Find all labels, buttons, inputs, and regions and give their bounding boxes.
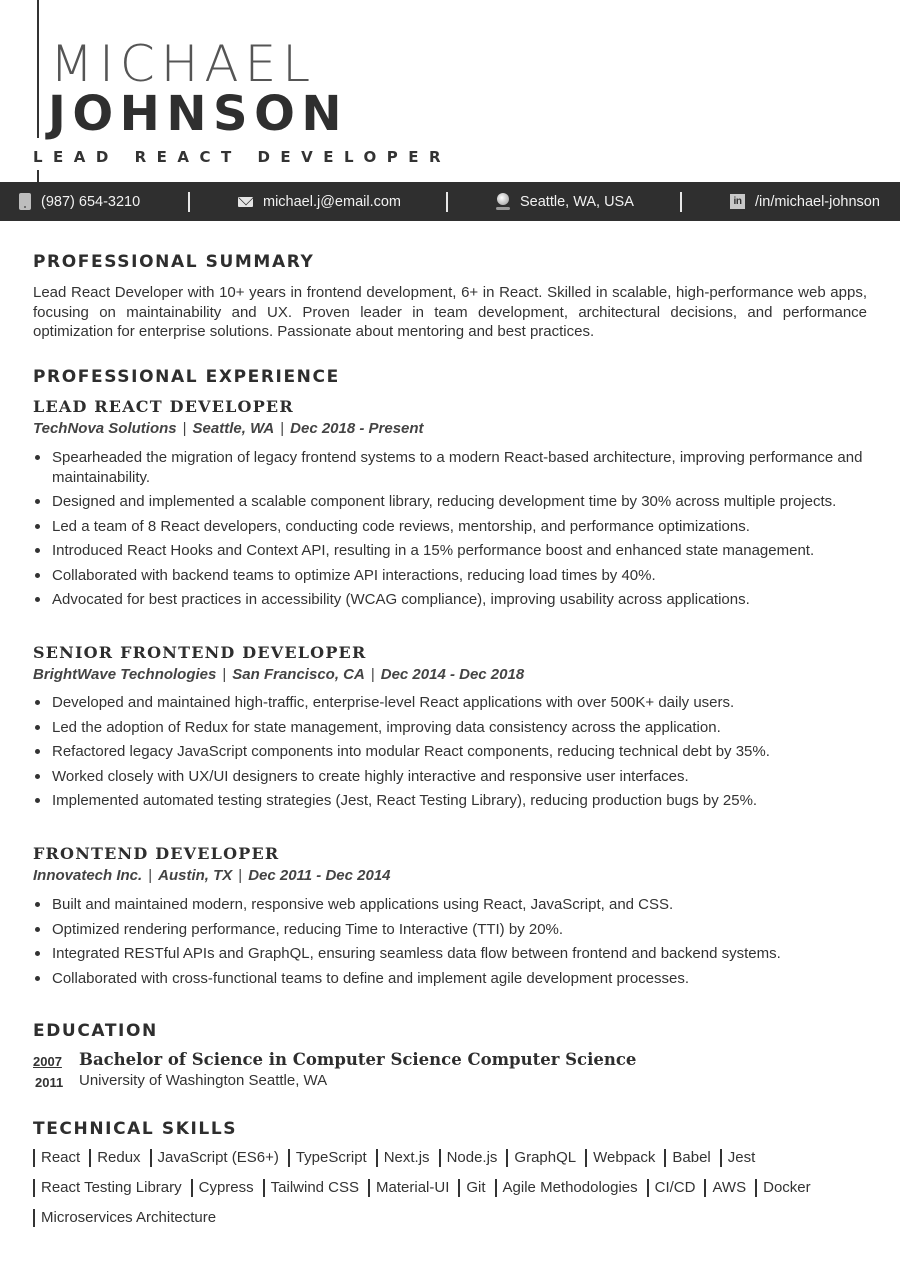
job-company: BrightWave Technologies [33, 666, 217, 683]
bullet-item: Optimized rendering performance, reducing Time to Interactive (TTI) by 20%. [33, 920, 878, 940]
skill-item: TypeScript [288, 1147, 367, 1169]
job-dates: Dec 2011 - Dec 2014 [248, 867, 391, 884]
skill-item: GraphQL [506, 1147, 576, 1169]
experience-heading: PROFESSIONAL EXPERIENCE [33, 367, 340, 387]
contact-divider [446, 192, 448, 212]
contact-divider [188, 192, 190, 212]
skill-item: Redux [89, 1147, 140, 1169]
job-bullets [33, 448, 878, 615]
contact-divider [680, 192, 682, 212]
job-title: SENIOR FRONTEND DEVELOPER [33, 643, 367, 662]
contact-email[interactable] [238, 182, 401, 221]
bullet-item: Led the adoption of Redux for state management, improving data consistency across the application. [33, 718, 878, 738]
location-pin-icon [496, 193, 510, 211]
skill-item: Jest [720, 1147, 756, 1169]
phone-icon [19, 193, 31, 210]
bullet-item: Integrated RESTful APIs and GraphQL, ensuring seamless data flow between frontend and backend systems. [33, 944, 878, 964]
bullet-item: Implemented automated testing strategies (Jest, React Testing Library), reducing production bugs by 25%. [33, 791, 878, 811]
bullet-item: Developed and maintained high-traffic, enterprise-level React applications with over 500K+ daily users. [33, 693, 878, 713]
skill-item: React [33, 1147, 80, 1169]
bullet-item: Collaborated with backend teams to optimize API interactions, reducing load times by 40%. [33, 566, 878, 586]
skill-item: Git [458, 1177, 485, 1199]
job-meta: Innovatech Inc. | Austin, TX | Dec 2011 - Dec 2014 [33, 867, 391, 884]
summary-heading: PROFESSIONAL SUMMARY [33, 252, 315, 272]
bullet-item: Introduced React Hooks and Context API, resulting in a 15% performance boost and enhanced state management. [33, 541, 878, 561]
job-bullets [33, 895, 878, 993]
job-company: TechNova Solutions [33, 420, 177, 437]
skill-item: Cypress [191, 1177, 254, 1199]
skill-item: Babel [664, 1147, 710, 1169]
skill-item: Next.js [376, 1147, 430, 1169]
bullet-item: Designed and implemented a scalable component library, reducing development time by 30% across multiple projects. [33, 492, 878, 512]
header-accent-line-bottom [37, 170, 39, 182]
skill-item: Material-UI [368, 1177, 449, 1199]
bullet-item: Advocated for best practices in accessibility (WCAG compliance), improving usability across applications. [33, 590, 878, 610]
header-accent-line [37, 0, 39, 138]
education-heading: EDUCATION [33, 1021, 158, 1041]
skill-item: CI/CD [647, 1177, 696, 1199]
first-name: MICHAEL [50, 35, 317, 93]
education-degree: Bachelor of Science in Computer Science Computer Science [79, 1050, 637, 1069]
skill-item: Microservices Architecture [33, 1207, 216, 1229]
skill-item: Node.js [439, 1147, 498, 1169]
job-location: Seattle, WA [192, 420, 275, 437]
job-company: Innovatech Inc. [33, 867, 143, 884]
contact-location [496, 182, 634, 221]
job-meta: TechNova Solutions | Seattle, WA | Dec 2018 - Present [33, 420, 424, 437]
bullet-item: Built and maintained modern, responsive web applications using React, JavaScript, and CSS. [33, 895, 878, 915]
skill-item: Tailwind CSS [263, 1177, 359, 1199]
skills-list [33, 1147, 878, 1229]
job-dates: Dec 2018 - Present [290, 420, 424, 437]
job-location: Austin, TX [158, 867, 233, 884]
education-start-year: 2007 [33, 1054, 62, 1069]
education-end-year: 2011 [35, 1075, 64, 1090]
linkedin-icon: in [730, 194, 745, 209]
contact-phone[interactable] [19, 182, 140, 221]
job-location: San Francisco, CA [232, 666, 365, 683]
job-title: LEAD REACT DEVELOPER [33, 397, 294, 416]
skills-heading: TECHNICAL SKILLS [33, 1119, 238, 1139]
skill-item: Docker [755, 1177, 811, 1199]
location-text: Seattle, WA, USA [520, 193, 634, 210]
email-address: michael.j@email.com [263, 193, 402, 210]
last-name: JOHNSON [48, 86, 349, 142]
job-bullets [33, 693, 878, 816]
skill-item: AWS [704, 1177, 746, 1199]
job-meta: BrightWave Technologies | San Francisco, CA | Dec 2014 - Dec 2018 [33, 666, 525, 683]
skill-item: Agile Methodologies [495, 1177, 638, 1199]
summary-text: Lead React Developer with 10+ years in frontend development, 6+ in React. Skilled in scalable, high-performance web apps, focusing on maintainability and UX. Proven leader in team development, architectural decisions, and performance optimization for enterprise solutions. Passionate about mentoring and best practices. [33, 284, 867, 340]
bullet-item: Worked closely with UX/UI designers to create highly interactive and responsive user interfaces. [33, 767, 878, 787]
bullet-item: Led a team of 8 React developers, conducting code reviews, mentorship, and performance optimizations. [33, 517, 878, 537]
linkedin-url: /in/michael-johnson [755, 193, 880, 210]
education-school: University of Washington Seattle, WA [79, 1072, 328, 1089]
bullet-item: Collaborated with cross-functional teams to define and implement agile development processes. [33, 969, 878, 989]
skill-item: React Testing Library [33, 1177, 182, 1199]
job-dates: Dec 2014 - Dec 2018 [380, 666, 525, 683]
bullet-item: Spearheaded the migration of legacy frontend systems to a modern React-based architecture, improving performance and maintainability. [33, 448, 878, 487]
phone-number: (987) 654-3210 [41, 193, 141, 210]
bullet-item: Refactored legacy JavaScript components into modular React components, reducing technical debt by 35%. [33, 742, 878, 762]
skill-item: JavaScript (ES6+) [150, 1147, 279, 1169]
headline-title: LEAD REACT DEVELOPER [33, 148, 452, 166]
contact-bar [0, 182, 900, 221]
skill-item: Webpack [585, 1147, 655, 1169]
job-title: FRONTEND DEVELOPER [33, 844, 280, 863]
mail-icon [238, 197, 253, 207]
contact-linkedin[interactable] [730, 182, 880, 221]
